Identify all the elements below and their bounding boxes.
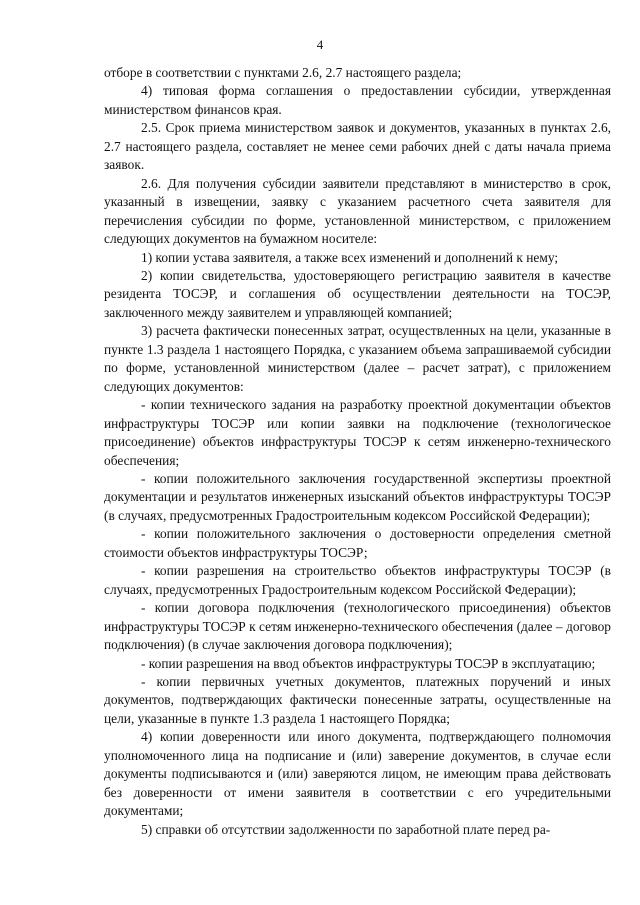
sub-list-item: - копии разрешения на ввод объектов инфраструктуры ТОСЭР в эксплуатацию; bbox=[141, 655, 596, 671]
list-item: 3) расчета фактически понесенных затрат, осуществленных на цели, указанные в пункте 1.3 раздела 1 настоящего Порядка, с указанием объема запрашиваемой субсидии по форме, установленной министерством (далее – расчет затрат), с приложением следующих документов: bbox=[104, 323, 611, 394]
paragraph: отборе в соответствии с пунктами 2.6, 2.7 настоящего раздела; bbox=[104, 65, 462, 80]
sub-list-item: - копии положительного заключения государственной экспертизы проектной документации и результатов инженерных изысканий объектов инфраструктуры ТОСЭР (в случаях, предусмотренных Градостроительным кодексом Российской Федерации); bbox=[104, 470, 611, 523]
list-item: 2) копии свидетельства, удостоверяющего регистрацию заявителя в качестве резидента ТОСЭР, и соглашения об осуществлении деятельности на ТОСЭР, заключенного между заявителем и управляющей компанией; bbox=[104, 267, 611, 320]
paragraph: 2.6. Для получения субсидии заявители представляют в министерство в срок, указанный в извещении, заявку с указанием расчетного счета заявителя для перечисления субсидии по форме, установленной министерством, с приложением следующих документов на бумажном носителе: bbox=[104, 175, 611, 247]
sub-list-item: - копии первичных учетных документов, платежных поручений и иных документов, подтверждающих фактически понесенные затраты, осуществленные на цели, указанные в пункте 1.3 раздела 1 настоящего Порядка; bbox=[104, 673, 611, 726]
paragraph: 4) типовая форма соглашения о предоставлении субсидии, утвержденная министерством финансов края. bbox=[104, 83, 611, 117]
paragraph: 2.5. Срок приема министерством заявок и документов, указанных в пунктах 2.6, 2.7 настоящего раздела, составляет не менее семи рабочих дней с даты начала приема заявок. bbox=[104, 120, 611, 173]
list-item: 4) копии доверенности или иного документа, подтверждающего полномочия уполномоченного лица на подписание и (или) заверение документов, в случае если документы подписываются и (или) заверяются лицом, не имеющим права действовать без доверенности от имени заявителя в соответствии с его учредительными документами; bbox=[104, 729, 611, 819]
document-body bbox=[104, 64, 611, 839]
sub-list-item: - копии разрешения на строительство объектов инфраструктуры ТОСЭР (в случаях, предусмотренных Градостроительным кодексом Российской Федерации); bbox=[104, 563, 611, 597]
page-number: 4 bbox=[316, 37, 324, 52]
sub-list-item: - копии положительного заключения о достоверности определения сметной стоимости объектов инфраструктуры ТОСЭР; bbox=[104, 526, 611, 560]
list-item: 5) справки об отсутствии задолженности по заработной плате перед ра- bbox=[141, 821, 551, 837]
list-item: 1) копии устава заявителя, а также всех изменений и дополнений к нему; bbox=[141, 249, 559, 265]
sub-list-item: - копии договора подключения (технологического присоединения) объектов инфраструктуры ТОСЭР к сетям инженерно-технического обеспечения (далее – договор подключения) (в случае заключения договора подключения); bbox=[104, 600, 611, 653]
sub-list-item: - копии технического задания на разработку проектной документации объектов инфраструктуры ТОСЭР или копии заявки на подключение (технологическое присоединение) объектов инфраструктуры ТОСЭР к сетям инженерно-технического обеспечения; bbox=[104, 397, 611, 468]
